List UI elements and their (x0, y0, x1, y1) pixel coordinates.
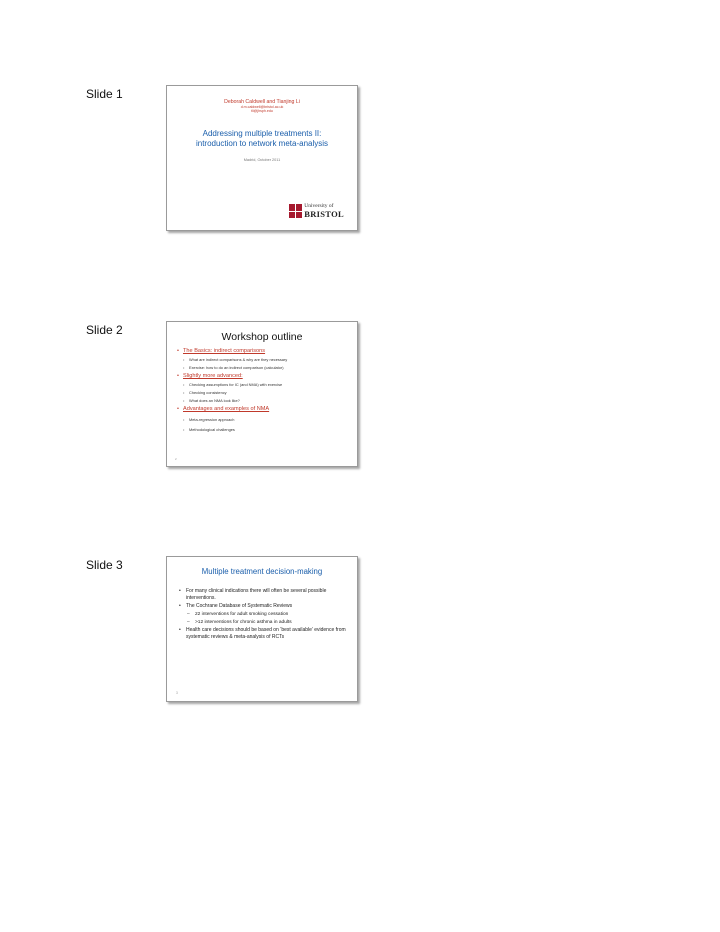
bullet-list (167, 588, 357, 641)
section-heading: • Slightly more advanced: (177, 373, 351, 379)
section-item: • Exercise: how to do an indirect comparison (calculator) (183, 365, 351, 370)
title-line-1: Addressing multiple treatments II: (202, 128, 322, 138)
section-heading: • The Basics: indirect comparisons (177, 348, 351, 354)
email-2: tli@jhsph.edu (251, 109, 273, 114)
section-item: • Meta-regression approach (183, 417, 351, 422)
sub-bullet-item: – 22 interventions for adult smoking cessation (179, 611, 349, 619)
slide-2 (166, 321, 358, 467)
slide-3-title: Multiple treatment decision-making (201, 567, 323, 576)
page-number: 2 (175, 457, 177, 461)
logo-line-2: BRISTOL (304, 208, 344, 219)
slide-3-label: Slide 3 (86, 558, 123, 572)
bullet-item: • For many clinical indications there will often be several possible interventions. (179, 588, 349, 602)
bullet-item: • The Cochrane Database of Systematic Reviews (179, 603, 349, 610)
date: Madrid, October 2011 (243, 157, 281, 162)
university-crest-icon (289, 204, 302, 218)
university-logo (289, 204, 344, 218)
section-item: • Methodological challenges (183, 427, 351, 432)
slide-1-label: Slide 1 (86, 87, 123, 101)
section-item: • What does an NMA look like? (183, 398, 351, 403)
section-item: • What are indirect comparisons & why are they necessary (183, 357, 351, 362)
slide-2-label: Slide 2 (86, 323, 123, 337)
section-item: • Checking consistency (183, 390, 351, 395)
page-number: 3 (176, 691, 178, 695)
logo-line-1: University of (304, 203, 334, 209)
slide-1-title (167, 129, 357, 149)
bullet-item: • Health care decisions should be based on ‘best available’ evidence from systematic reviews & meta-analysis of RCTs (179, 627, 349, 641)
section-heading: • Advantages and examples of NMA (177, 406, 351, 412)
title-line-2: introduction to network meta-analysis (195, 138, 329, 148)
authors: Deborah Caldwell and Tianjing Li (224, 99, 300, 105)
email-1: d.m.caldwell@bristol.ac.uk (240, 105, 284, 109)
sub-bullet-item: – >12 interventions for chronic asthma in adults (179, 619, 349, 627)
slide-2-title: Workshop outline (221, 331, 303, 343)
slide-3 (166, 556, 358, 702)
slide-1 (166, 85, 358, 231)
outline-list (167, 348, 357, 432)
section-item: • Checking assumptions for IC (and NMA) with exercise (183, 382, 351, 387)
